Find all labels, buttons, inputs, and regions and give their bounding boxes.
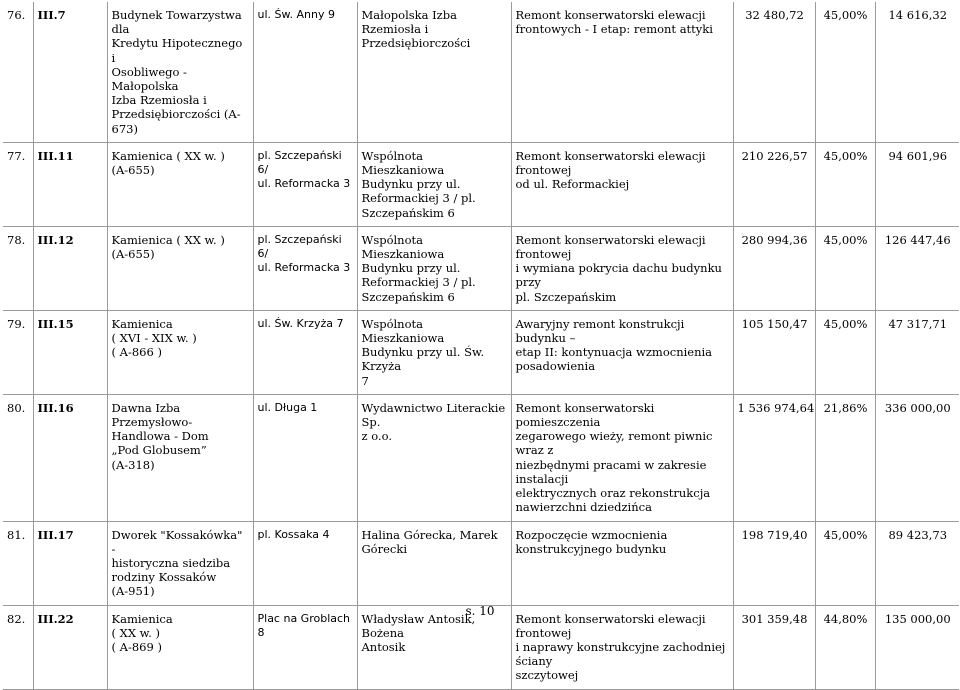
work-scope-line: zegarowego wieży, remont piwnic wraz z bbox=[515, 429, 713, 458]
row-number: 76. bbox=[3, 2, 33, 142]
object-address bbox=[253, 310, 357, 394]
work-scope-line: Remont konserwatorski pomieszczenia bbox=[515, 400, 655, 430]
table-row bbox=[3, 310, 959, 394]
row-number: 80. bbox=[3, 394, 33, 521]
register-ref: III.22 bbox=[33, 605, 107, 689]
work-scope-line: konstrukcyjnego budynku bbox=[515, 541, 667, 556]
object-owner-line: Wspólnota Mieszkaniowa bbox=[361, 232, 445, 262]
object-name-line: (A-655) bbox=[111, 163, 155, 178]
object-name-line: Kamienica bbox=[111, 611, 173, 626]
grant-percent: 21,86% bbox=[815, 394, 875, 521]
object-name-line: ( A-866 ) bbox=[111, 345, 162, 360]
object-owner-line: Budynku przy ul. Św. Krzyża bbox=[361, 345, 485, 374]
object-owner-line: Budynku przy ul. bbox=[361, 261, 461, 276]
work-scope bbox=[511, 142, 733, 226]
table-row bbox=[3, 2, 959, 142]
grant-amount: 126 447,46 bbox=[875, 226, 959, 310]
object-owner bbox=[357, 142, 511, 226]
work-scope-line: posadowienia bbox=[515, 359, 596, 374]
object-owner-line: Antosik bbox=[361, 639, 406, 654]
object-owner-line: Halina Górecka, Marek bbox=[361, 527, 498, 542]
object-name-line: ( XX w. ) bbox=[111, 625, 160, 640]
work-scope bbox=[511, 521, 733, 605]
object-name-line: Handlowa - Dom bbox=[111, 429, 209, 444]
grant-amount: 336 000,00 bbox=[875, 394, 959, 521]
row-number: 79. bbox=[3, 310, 33, 394]
work-scope bbox=[511, 226, 733, 310]
row-number: 78. bbox=[3, 226, 33, 310]
object-name-line: ( A-869 ) bbox=[111, 639, 162, 654]
work-scope-line: Remont konserwatorski elewacji bbox=[515, 8, 706, 22]
table-row bbox=[3, 226, 959, 310]
register-ref: III.16 bbox=[33, 394, 107, 521]
work-scope-line: i wymiana pokrycia dachu budynku przy bbox=[515, 261, 722, 290]
object-name bbox=[107, 521, 253, 605]
object-owner-line: Budynku przy ul. bbox=[361, 177, 461, 192]
work-scope-line: i naprawy konstrukcyjne zachodniej ściany bbox=[515, 639, 726, 669]
grant-table bbox=[3, 2, 959, 690]
total-cost: 198 719,40 bbox=[733, 521, 815, 605]
work-scope-line: szczytowej bbox=[515, 668, 579, 683]
object-name-line: Kamienica ( XX w. ) bbox=[111, 232, 225, 247]
object-name-line: (A-318) bbox=[111, 457, 155, 472]
grant-amount: 89 423,73 bbox=[875, 521, 959, 605]
work-scope bbox=[511, 310, 733, 394]
work-scope-line: niezbędnymi pracami w zakresie instalacji bbox=[515, 457, 707, 486]
object-owner-line: Wspólnota Mieszkaniowa bbox=[361, 148, 445, 178]
work-scope-line: Rozpoczęcie wzmocnienia bbox=[515, 527, 668, 542]
grant-amount: 47 317,71 bbox=[875, 310, 959, 394]
table-row bbox=[3, 394, 959, 521]
work-scope-line: elektrycznych oraz rekonstrukcja bbox=[515, 486, 711, 501]
work-scope-line: pl. Szczepańskim bbox=[515, 289, 617, 304]
object-owner-line: Przedsiębiorczości bbox=[361, 36, 471, 51]
register-ref: III.11 bbox=[33, 142, 107, 226]
object-name-line: (A-951) bbox=[111, 584, 155, 599]
register-ref: III.7 bbox=[33, 2, 107, 142]
object-owner bbox=[357, 310, 511, 394]
object-address-line: pl. Szczepański 6/ bbox=[257, 148, 342, 177]
work-scope-line: nawierzchni dziedzińca bbox=[515, 500, 652, 515]
object-owner-line: Górecki bbox=[361, 541, 408, 556]
total-cost: 210 226,57 bbox=[733, 142, 815, 226]
work-scope-line: Remont konserwatorski elewacji frontowej bbox=[515, 232, 706, 262]
object-owner-line: Małopolska Izba Rzemiosła i bbox=[361, 8, 457, 37]
object-owner-line: z o.o. bbox=[361, 429, 392, 444]
grant-amount: 135 000,00 bbox=[875, 605, 959, 689]
work-scope-line: frontowych - I etap: remont attyki bbox=[515, 22, 713, 37]
row-number: 77. bbox=[3, 142, 33, 226]
object-name-line: „Pod Globusem” bbox=[111, 443, 207, 458]
object-owner-line: 7 bbox=[361, 373, 369, 388]
object-owner-line: Szczepańskim 6 bbox=[361, 205, 455, 220]
grant-percent: 44,80% bbox=[815, 605, 875, 689]
object-address-line: Plac na Groblach 8 bbox=[257, 611, 351, 639]
row-number: 82. bbox=[3, 605, 33, 689]
grant-amount: 94 601,96 bbox=[875, 142, 959, 226]
work-scope-line: od ul. Reformackiej bbox=[515, 177, 630, 192]
object-name bbox=[107, 226, 253, 310]
object-name-line: ( XVI - XIX w. ) bbox=[111, 331, 197, 346]
object-name bbox=[107, 310, 253, 394]
object-owner bbox=[357, 394, 511, 521]
object-owner-line: Reformackiej 3 / pl. bbox=[361, 191, 476, 206]
work-scope-line: etap II: kontynuacja wzmocnienia bbox=[515, 345, 713, 360]
object-name-line: historyczna siedziba bbox=[111, 555, 231, 570]
table-row bbox=[3, 521, 959, 605]
object-address bbox=[253, 226, 357, 310]
object-name-line: Kamienica bbox=[111, 316, 173, 331]
grant-percent: 45,00% bbox=[815, 142, 875, 226]
object-address-line: pl. Kossaka 4 bbox=[257, 527, 330, 541]
object-name-line: Budynek Towarzystwa dla bbox=[111, 8, 242, 37]
object-name-line: (A-655) bbox=[111, 247, 155, 262]
object-owner-line: Szczepańskim 6 bbox=[361, 289, 455, 304]
object-name-line: rodziny Kossaków bbox=[111, 570, 217, 585]
object-owner bbox=[357, 2, 511, 142]
page-number: s. 10 bbox=[465, 604, 495, 618]
object-name-line: Dawna Izba Przemysłowo- bbox=[111, 400, 193, 430]
row-number: 81. bbox=[3, 521, 33, 605]
object-address-line: ul. Św. Krzyża 7 bbox=[257, 316, 344, 330]
object-name-line: 673) bbox=[111, 121, 138, 136]
object-name bbox=[107, 394, 253, 521]
object-owner bbox=[357, 521, 511, 605]
object-owner-line: Reformackiej 3 / pl. bbox=[361, 275, 476, 290]
total-cost: 32 480,72 bbox=[733, 2, 815, 142]
object-address bbox=[253, 142, 357, 226]
object-address bbox=[253, 521, 357, 605]
grant-amount: 14 616,32 bbox=[875, 2, 959, 142]
grant-percent: 45,00% bbox=[815, 226, 875, 310]
object-owner bbox=[357, 226, 511, 310]
work-scope bbox=[511, 2, 733, 142]
object-name-line: Dworek "Kossakówka" - bbox=[111, 527, 243, 556]
object-address bbox=[253, 2, 357, 142]
object-address-line: pl. Szczepański 6/ bbox=[257, 232, 342, 261]
total-cost: 280 994,36 bbox=[733, 226, 815, 310]
object-name bbox=[107, 142, 253, 226]
grant-percent: 45,00% bbox=[815, 310, 875, 394]
register-ref: III.17 bbox=[33, 521, 107, 605]
object-name-line: Kredytu Hipotecznego i bbox=[111, 36, 243, 65]
object-name-line: Kamienica ( XX w. ) bbox=[111, 148, 225, 163]
object-address-line: ul. Długa 1 bbox=[257, 400, 318, 414]
grant-percent: 45,00% bbox=[815, 2, 875, 142]
object-address-line: ul. Reformacka 3 bbox=[257, 177, 351, 191]
object-name-line: Przedsiębiorczości (A- bbox=[111, 107, 241, 122]
register-ref: III.12 bbox=[33, 226, 107, 310]
object-address-line: ul. Św. Anny 9 bbox=[257, 8, 335, 21]
total-cost: 301 359,48 bbox=[733, 605, 815, 689]
work-scope-line: Remont konserwatorski elewacji frontowej bbox=[515, 611, 706, 640]
object-name bbox=[107, 2, 253, 142]
object-name-line: Izba Rzemiosła i bbox=[111, 93, 207, 108]
object-owner-line: Wydawnictwo Literackie Sp. bbox=[361, 400, 506, 430]
object-address-line: ul. Reformacka 3 bbox=[257, 261, 351, 275]
work-scope bbox=[511, 394, 733, 521]
grant-percent: 45,00% bbox=[815, 521, 875, 605]
object-owner-line: Wspólnota Mieszkaniowa bbox=[361, 316, 445, 346]
total-cost: 1 536 974,64 bbox=[733, 394, 815, 521]
work-scope-line: Remont konserwatorski elewacji frontowej bbox=[515, 148, 706, 178]
object-name-line: Osobliwego - Małopolska bbox=[111, 64, 187, 94]
object-owner-line: Władysław Antosik, Bożena bbox=[361, 611, 476, 640]
register-ref: III.15 bbox=[33, 310, 107, 394]
object-address bbox=[253, 394, 357, 521]
total-cost: 105 150,47 bbox=[733, 310, 815, 394]
table-row bbox=[3, 142, 959, 226]
work-scope-line: Awaryjny remont konstrukcji budynku – bbox=[515, 316, 685, 346]
